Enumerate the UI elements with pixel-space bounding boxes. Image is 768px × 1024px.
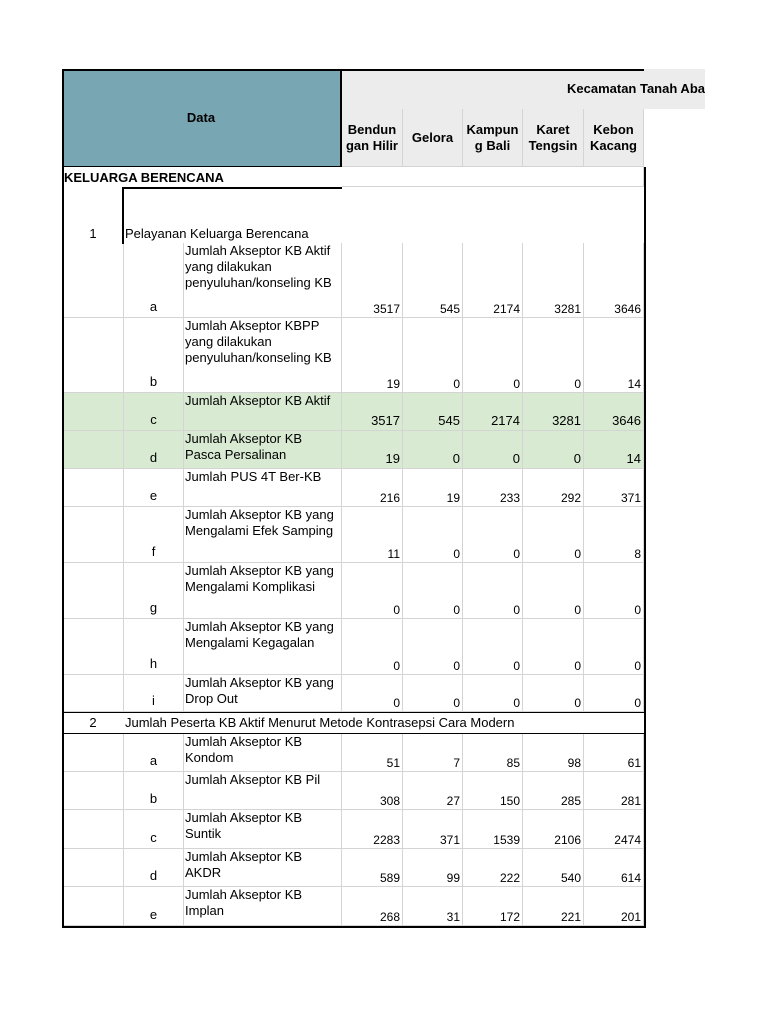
group-2-top-rule [62,712,644,713]
row-letter[interactable] [124,772,184,810]
group-2-bottom-rule [62,733,644,734]
value-cell[interactable] [523,849,584,887]
row-letter[interactable] [124,431,184,469]
row-letter[interactable] [124,849,184,887]
spreadsheet [62,69,705,928]
row-blank-cell [62,507,124,563]
value-text: 0 [574,547,581,561]
value-text: 61 [627,756,641,770]
column-header-gelora[interactable]: Gelora [403,109,463,167]
value-text: 0 [453,547,460,561]
value-text: 0 [513,696,520,710]
value-text: 201 [620,910,641,924]
value-cell[interactable] [342,849,403,887]
value-cell[interactable] [463,810,523,849]
value-text: 285 [560,794,581,808]
border-right [644,167,646,928]
value-cell[interactable] [463,318,523,393]
column-header-bendungan-hilir[interactable]: Bendun gan Hilir [342,109,403,167]
value-text: 614 [620,871,641,885]
value-cell[interactable] [403,619,463,675]
value-cell[interactable] [584,563,644,619]
value-cell[interactable] [523,469,584,507]
value-cell[interactable] [463,619,523,675]
value-text: 3646 [612,413,641,428]
row-label[interactable] [184,563,342,619]
value-cell[interactable] [584,619,644,675]
value-cell[interactable] [523,431,584,469]
row-label-text: Jumlah PUS 4T Ber-KB [185,469,322,484]
row-label[interactable] [184,431,342,469]
value-cell[interactable] [403,393,463,431]
value-cell[interactable] [523,243,584,318]
value-cell[interactable] [342,810,403,849]
row-letter-text: g [149,600,158,615]
value-text: 0 [574,696,581,710]
value-cell[interactable] [342,431,403,469]
row-blank-cell [62,619,124,675]
row-letter[interactable] [124,469,184,507]
value-text: 0 [513,377,520,391]
value-cell[interactable] [342,772,403,810]
column-header-kampung-bali[interactable]: Kampun g Bali [463,109,523,167]
row-letter-text: b [149,791,158,806]
row-blank-cell [62,393,124,431]
value-text: 0 [453,659,460,673]
row-letter[interactable] [124,393,184,431]
value-cell[interactable] [463,243,523,318]
value-text: 51 [386,756,400,770]
value-cell[interactable] [584,243,644,318]
row-label-text: Jumlah Akseptor KB Suntik [185,810,303,841]
value-cell[interactable] [342,318,403,393]
row-label[interactable] [184,243,342,318]
section-empty-cells [342,167,644,187]
row-label[interactable] [184,887,342,926]
value-cell[interactable] [584,675,644,712]
value-text: 31 [446,910,460,924]
value-text: 172 [499,910,520,924]
value-cell[interactable] [584,469,644,507]
value-text: 292 [560,491,581,505]
value-text: 268 [379,910,400,924]
value-cell[interactable] [584,431,644,469]
value-text: 589 [379,871,400,885]
row-label-text: Jumlah Akseptor KB Aktif [185,393,331,408]
value-text: 281 [620,794,641,808]
value-text: 7 [453,756,460,770]
value-text: 150 [499,794,520,808]
border-top [62,69,644,71]
row-letter[interactable] [124,619,184,675]
row-blank-cell [62,318,124,393]
value-cell[interactable] [403,563,463,619]
column-header-karet-tengsin[interactable]: Karet Tengsin [523,109,584,167]
value-cell[interactable] [342,887,403,926]
row-label-text: Jumlah Akseptor KB Pasca Persalinan [185,431,303,462]
row-label-text: Jumlah Akseptor KB AKDR [185,849,303,880]
header-bottom-rule [62,166,342,167]
row-letter-text: d [149,868,158,883]
data-header-label: Data [186,110,216,125]
row-label[interactable] [184,849,342,887]
row-letter-text: d [149,450,158,465]
row-label-text: Jumlah Akseptor KB Aktif yang dilakukan penyuluhan/konseling KB [185,243,332,290]
value-cell[interactable] [584,318,644,393]
row-label[interactable] [184,619,342,675]
value-cell[interactable] [584,772,644,810]
border-bottom [62,926,644,928]
row-label-text: Jumlah Akseptor KB Kondom [185,734,303,765]
row-letter-text: a [149,753,158,768]
value-text: 98 [567,756,581,770]
row-letter-text: b [149,374,158,389]
value-text: 14 [626,451,641,466]
row-letter-text: e [149,488,158,503]
value-text: 2474 [614,833,641,847]
value-text: 0 [393,603,400,617]
row-blank-cell [62,675,124,712]
value-text: 3281 [554,302,581,316]
value-cell[interactable] [523,318,584,393]
row-label[interactable] [184,318,342,393]
value-text: 19 [386,377,400,391]
value-cell[interactable] [463,849,523,887]
value-text: 0 [512,451,520,466]
value-text: 0 [393,659,400,673]
value-cell[interactable] [403,243,463,318]
value-text: 99 [446,871,460,885]
value-cell[interactable] [463,734,523,772]
group-number-1[interactable]: 1 [89,226,97,241]
row-letter[interactable] [124,887,184,926]
value-cell[interactable] [584,734,644,772]
row-label[interactable] [184,810,342,849]
value-text: 221 [560,910,581,924]
value-cell[interactable] [523,507,584,563]
row-label-text: Jumlah Akseptor KB yang Drop Out [185,675,334,706]
row-label-text: Jumlah Akseptor KBPP yang dilakukan penyuluhan/konseling KB [185,318,332,365]
row-label-text: Jumlah Akseptor KB yang Mengalami Efek Samping [185,507,334,538]
row-blank-cell [62,887,124,926]
group-number-2[interactable]: 2 [89,715,97,730]
row-label-text: Jumlah Akseptor KB yang Mengalami Komplikasi [185,563,334,594]
value-text: 2106 [554,833,581,847]
value-cell[interactable] [523,734,584,772]
row-letter[interactable] [124,563,184,619]
value-text: 0 [574,377,581,391]
value-text: 2174 [491,413,520,428]
value-cell[interactable] [523,810,584,849]
value-text: 8 [634,547,641,561]
row-blank-cell [62,734,124,772]
row-letter[interactable] [124,243,184,318]
value-cell[interactable] [403,772,463,810]
group-title-2[interactable]: Jumlah Peserta KB Aktif Menurut Metode Kontrasepsi Cara Modern [125,715,515,730]
row-label[interactable] [184,507,342,563]
border-left [62,69,64,927]
value-text: 0 [513,659,520,673]
region-header[interactable] [342,69,705,109]
value-cell[interactable] [403,734,463,772]
row-blank-cell [62,469,124,507]
value-cell[interactable] [342,393,403,431]
value-cell[interactable] [403,431,463,469]
column-header-kebon-kacang[interactable]: Kebon Kacang [584,109,644,167]
value-text: 233 [499,491,520,505]
value-text: 3646 [614,302,641,316]
value-text: 11 [387,547,400,561]
value-text: 222 [499,871,520,885]
value-text: 540 [560,871,581,885]
row-letter-text: i [152,693,155,708]
value-text: 0 [573,451,581,466]
row-letter[interactable] [124,675,184,712]
row-letter[interactable] [124,810,184,849]
value-text: 0 [453,377,460,391]
value-cell[interactable] [463,431,523,469]
row-letter[interactable] [124,734,184,772]
value-cell[interactable] [403,318,463,393]
value-cell[interactable] [584,849,644,887]
row-blank-cell [62,563,124,619]
value-text: 0 [452,451,460,466]
value-text: 371 [439,833,460,847]
value-text: 0 [574,659,581,673]
value-cell[interactable] [523,563,584,619]
value-cell[interactable] [463,563,523,619]
value-text: 0 [574,603,581,617]
value-text: 27 [446,794,460,808]
row-blank-cell [62,243,124,318]
value-cell[interactable] [403,675,463,712]
value-text: 0 [513,603,520,617]
value-cell[interactable] [463,675,523,712]
value-text: 1539 [493,833,520,847]
section-title[interactable]: KELUARGA BERENCANA [64,170,224,185]
row-blank-cell [62,431,124,469]
value-cell[interactable] [342,243,403,318]
value-text: 0 [393,696,400,710]
value-text: 545 [438,413,460,428]
value-cell[interactable] [342,619,403,675]
row-blank-cell [62,849,124,887]
region-header-label: Kecamatan Tanah Aba [567,81,705,96]
value-cell[interactable] [403,810,463,849]
row-letter[interactable] [124,507,184,563]
value-text: 216 [379,491,400,505]
row-label[interactable] [184,675,342,712]
row-letter[interactable] [124,318,184,393]
row-label-text: Jumlah Akseptor KB Pil [185,772,321,787]
value-cell[interactable] [523,887,584,926]
value-text: 19 [385,451,400,466]
row-letter-text: h [149,656,158,671]
value-text: 545 [439,302,460,316]
value-cell[interactable] [342,469,403,507]
value-cell[interactable] [403,849,463,887]
value-cell[interactable] [523,393,584,431]
row-label-text: Jumlah Akseptor KB Implan [185,887,303,918]
value-cell[interactable] [403,469,463,507]
value-text: 0 [634,659,641,673]
group-1-rule [122,187,124,244]
value-cell[interactable] [584,393,644,431]
value-cell[interactable] [342,563,403,619]
data-header-cell[interactable] [62,69,342,167]
row-label[interactable] [184,469,342,507]
value-text: 308 [379,794,400,808]
value-text: 371 [620,491,641,505]
row-letter-text: e [149,907,158,922]
value-cell[interactable] [463,469,523,507]
value-cell[interactable] [584,507,644,563]
value-cell[interactable] [463,507,523,563]
value-cell[interactable] [523,772,584,810]
value-cell[interactable] [523,619,584,675]
value-text: 3517 [371,413,400,428]
section-rule [122,187,342,189]
value-cell[interactable] [403,507,463,563]
row-blank-cell [62,772,124,810]
value-text: 19 [446,491,460,505]
row-label[interactable] [184,772,342,810]
value-cell[interactable] [584,887,644,926]
value-text: 0 [453,696,460,710]
row-blank-cell [62,810,124,849]
row-letter-text: c [150,412,157,427]
row-label[interactable] [184,393,342,431]
value-cell[interactable] [342,507,403,563]
row-label-text: Jumlah Akseptor KB yang Mengalami Kegagalan [185,619,334,650]
row-letter-text: c [150,830,157,845]
row-letter-text: a [149,299,158,314]
value-text: 2174 [493,302,520,316]
value-text: 85 [506,756,520,770]
value-cell[interactable] [584,810,644,849]
value-text: 0 [513,547,520,561]
value-text: 14 [627,377,641,391]
value-text: 0 [634,603,641,617]
value-text: 3517 [373,302,400,316]
value-cell[interactable] [342,675,403,712]
value-cell[interactable] [342,734,403,772]
value-text: 0 [634,696,641,710]
value-text: 3281 [552,413,581,428]
group-title-1[interactable]: Pelayanan Keluarga Berencana [125,226,309,241]
value-cell[interactable] [523,675,584,712]
value-text: 2283 [373,833,400,847]
value-text: 0 [453,603,460,617]
row-label[interactable] [184,734,342,772]
value-cell[interactable] [463,887,523,926]
value-cell[interactable] [463,772,523,810]
row-letter-text: f [151,544,156,559]
value-cell[interactable] [463,393,523,431]
value-cell[interactable] [403,887,463,926]
